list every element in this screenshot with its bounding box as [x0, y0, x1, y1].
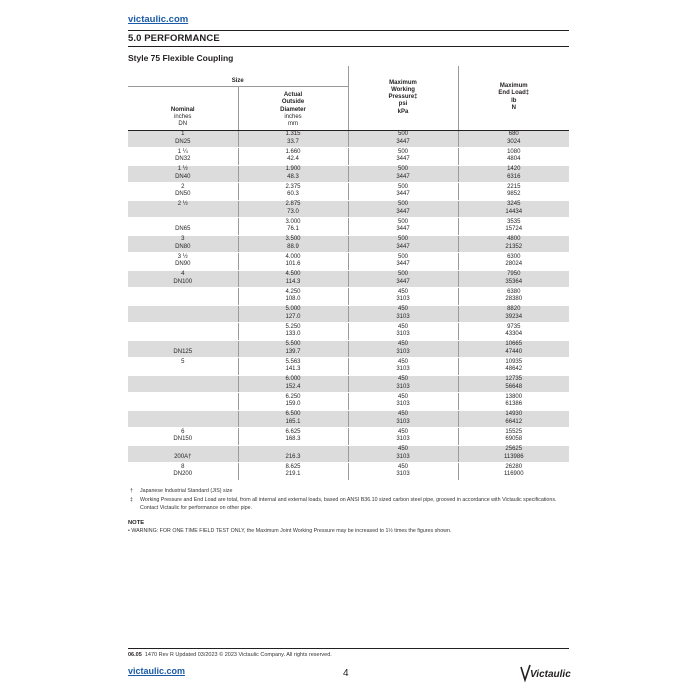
nominal-cell: 2 ½ [128, 200, 238, 218]
table-row [128, 218, 569, 236]
od-cell: 4.500 114.3 [238, 270, 348, 288]
od-cell: 2.375 60.3 [238, 183, 348, 201]
table-row [128, 130, 569, 148]
end-load-cell: 6300 28024 [458, 253, 569, 271]
pressure-cell: 450 3103 [348, 445, 458, 463]
nominal-cell: 1 ¼ DN32 [128, 148, 238, 166]
nominal-cell [128, 375, 238, 393]
table-row [128, 358, 569, 376]
nominal-cell [128, 410, 238, 428]
pressure-cell: 450 3103 [348, 375, 458, 393]
od-cell: 8.625 219.1 [238, 463, 348, 481]
end-load-cell: 680 3024 [458, 130, 569, 148]
pressure-header: Maximum Working Pressure‡ psi kPa [348, 66, 458, 130]
nominal-cell [128, 305, 238, 323]
nominal-cell: 2 DN50 [128, 183, 238, 201]
od-cell: 1.900 48.3 [238, 165, 348, 183]
end-load-cell: 1420 6316 [458, 165, 569, 183]
end-load-cell: 13800 61386 [458, 393, 569, 411]
table-row [128, 148, 569, 166]
end-load-cell: 1080 4804 [458, 148, 569, 166]
od-cell: 6.000 152.4 [238, 375, 348, 393]
note-warning: • WARNING: FOR ONE TIME FIELD TEST ONLY, the Maximum Joint Working Pressure may be increased to 1½ times the figures shown. [128, 528, 452, 534]
table-row [128, 445, 569, 463]
table-row [128, 463, 569, 481]
nominal-header: Nominal inches DN [128, 86, 238, 130]
victaulic-link-footer[interactable]: victaulic.com [128, 666, 186, 676]
pressure-cell: 500 3447 [348, 130, 458, 148]
end-load-cell: 4800 21352 [458, 235, 569, 253]
nominal-cell: 3 DN80 [128, 235, 238, 253]
pressure-cell: 500 3447 [348, 235, 458, 253]
table-row [128, 375, 569, 393]
end-load-header: Maximum End Load‡ lb N [458, 66, 569, 130]
nominal-cell [128, 393, 238, 411]
performance-table [128, 66, 569, 481]
nominal-cell: 1 ½ DN40 [128, 165, 238, 183]
nominal-cell: 200A† [128, 445, 238, 463]
table-row [128, 288, 569, 306]
pressure-cell: 500 3447 [348, 218, 458, 236]
table-row [128, 323, 569, 341]
od-cell: 5.000 127.0 [238, 305, 348, 323]
od-cell: 6.625 168.3 [238, 428, 348, 446]
nominal-cell [128, 323, 238, 341]
end-load-cell: 3535 15724 [458, 218, 569, 236]
end-load-cell: 10665 47440 [458, 340, 569, 358]
logo-wordmark: Victaulic [530, 669, 571, 680]
pressure-cell: 500 3447 [348, 200, 458, 218]
od-cell: 5.500 139.7 [238, 340, 348, 358]
footnotes [128, 488, 573, 514]
pressure-cell: 450 3103 [348, 428, 458, 446]
od-header: Actual Outside Diameter inches mm [238, 86, 348, 130]
end-load-cell: 14930 66412 [458, 410, 569, 428]
size-header: Size [128, 66, 348, 86]
note-label: NOTE [128, 520, 145, 526]
nominal-cell: 6 DN150 [128, 428, 238, 446]
end-load-cell: 6380 28380 [458, 288, 569, 306]
od-cell: 4.000 101.6 [238, 253, 348, 271]
nominal-cell: DN65 [128, 218, 238, 236]
end-load-cell: 3245 14434 [458, 200, 569, 218]
end-load-cell: 15525 69058 [458, 428, 569, 446]
od-cell: 3.500 88.9 [238, 235, 348, 253]
end-load-cell: 12735 56648 [458, 375, 569, 393]
od-cell: 1.660 42.4 [238, 148, 348, 166]
end-load-cell: 10935 48642 [458, 358, 569, 376]
od-cell: 5.250 133.0 [238, 323, 348, 341]
section-title: 5.0 PERFORMANCE [128, 33, 220, 44]
pressure-cell: 450 3103 [348, 305, 458, 323]
nominal-cell: DN125 [128, 340, 238, 358]
pressure-cell: 450 3103 [348, 340, 458, 358]
table-subtitle: Style 75 Flexible Coupling [128, 53, 234, 63]
end-load-cell: 25625 113986 [458, 445, 569, 463]
table-row [128, 235, 569, 253]
pressure-cell: 500 3447 [348, 183, 458, 201]
pressure-cell: 450 3103 [348, 358, 458, 376]
table-row [128, 428, 569, 446]
od-cell: 5.563 141.3 [238, 358, 348, 376]
footer-meta: 06.05 1470 Rev R Updated 03/2023 © 2023 Victaulic Company. All rights reserved. [128, 652, 332, 658]
nominal-cell [128, 288, 238, 306]
table-row [128, 200, 569, 218]
od-cell: 1.315 33.7 [238, 130, 348, 148]
end-load-cell: 7950 35364 [458, 270, 569, 288]
od-cell: 6.500 165.1 [238, 410, 348, 428]
end-load-cell: 8820 39234 [458, 305, 569, 323]
pressure-cell: 500 3447 [348, 253, 458, 271]
od-cell: 2.875 73.0 [238, 200, 348, 218]
od-cell: 216.3 [238, 445, 348, 463]
end-load-cell: 2215 9852 [458, 183, 569, 201]
pressure-cell: 500 3447 [348, 148, 458, 166]
pressure-cell: 450 3103 [348, 323, 458, 341]
page-number: 4 [343, 668, 349, 679]
nominal-cell: 8 DN200 [128, 463, 238, 481]
table-row [128, 165, 569, 183]
end-load-cell: 9735 43304 [458, 323, 569, 341]
table-row [128, 305, 569, 323]
nominal-cell: 5 [128, 358, 238, 376]
nominal-cell: 3 ½ DN90 [128, 253, 238, 271]
table-row [128, 183, 569, 201]
table-row [128, 253, 569, 271]
footer-rule [128, 648, 569, 649]
nominal-cell: 4 DN100 [128, 270, 238, 288]
pressure-cell: 450 3103 [348, 463, 458, 481]
pressure-cell: 450 3103 [348, 410, 458, 428]
od-cell: 4.250 108.0 [238, 288, 348, 306]
pressure-cell: 450 3103 [348, 288, 458, 306]
end-load-cell: 26280 116900 [458, 463, 569, 481]
table-row [128, 340, 569, 358]
nominal-cell: 1 DN25 [128, 130, 238, 148]
od-cell: 6.250 159.0 [238, 393, 348, 411]
victaulic-logo [520, 662, 572, 682]
footnote-jis: † Japanese Industrial Standard (JIS) size [130, 488, 233, 494]
victaulic-link-top[interactable]: victaulic.com [128, 14, 189, 25]
pressure-cell: 500 3447 [348, 270, 458, 288]
pressure-cell: 450 3103 [348, 393, 458, 411]
table-row [128, 270, 569, 288]
table-row [128, 393, 569, 411]
table-row [128, 410, 569, 428]
pressure-cell: 500 3447 [348, 165, 458, 183]
footnote-pressure-load: ‡ Working Pressure and End Load are total, from all internal and external loads, based on ANSI B36.10 sized carbon steel pipe, grooved in accordance with Victaulic specifications. Contact Victaulic for performance on other pipe. [130, 497, 557, 511]
od-cell: 3.000 76.1 [238, 218, 348, 236]
